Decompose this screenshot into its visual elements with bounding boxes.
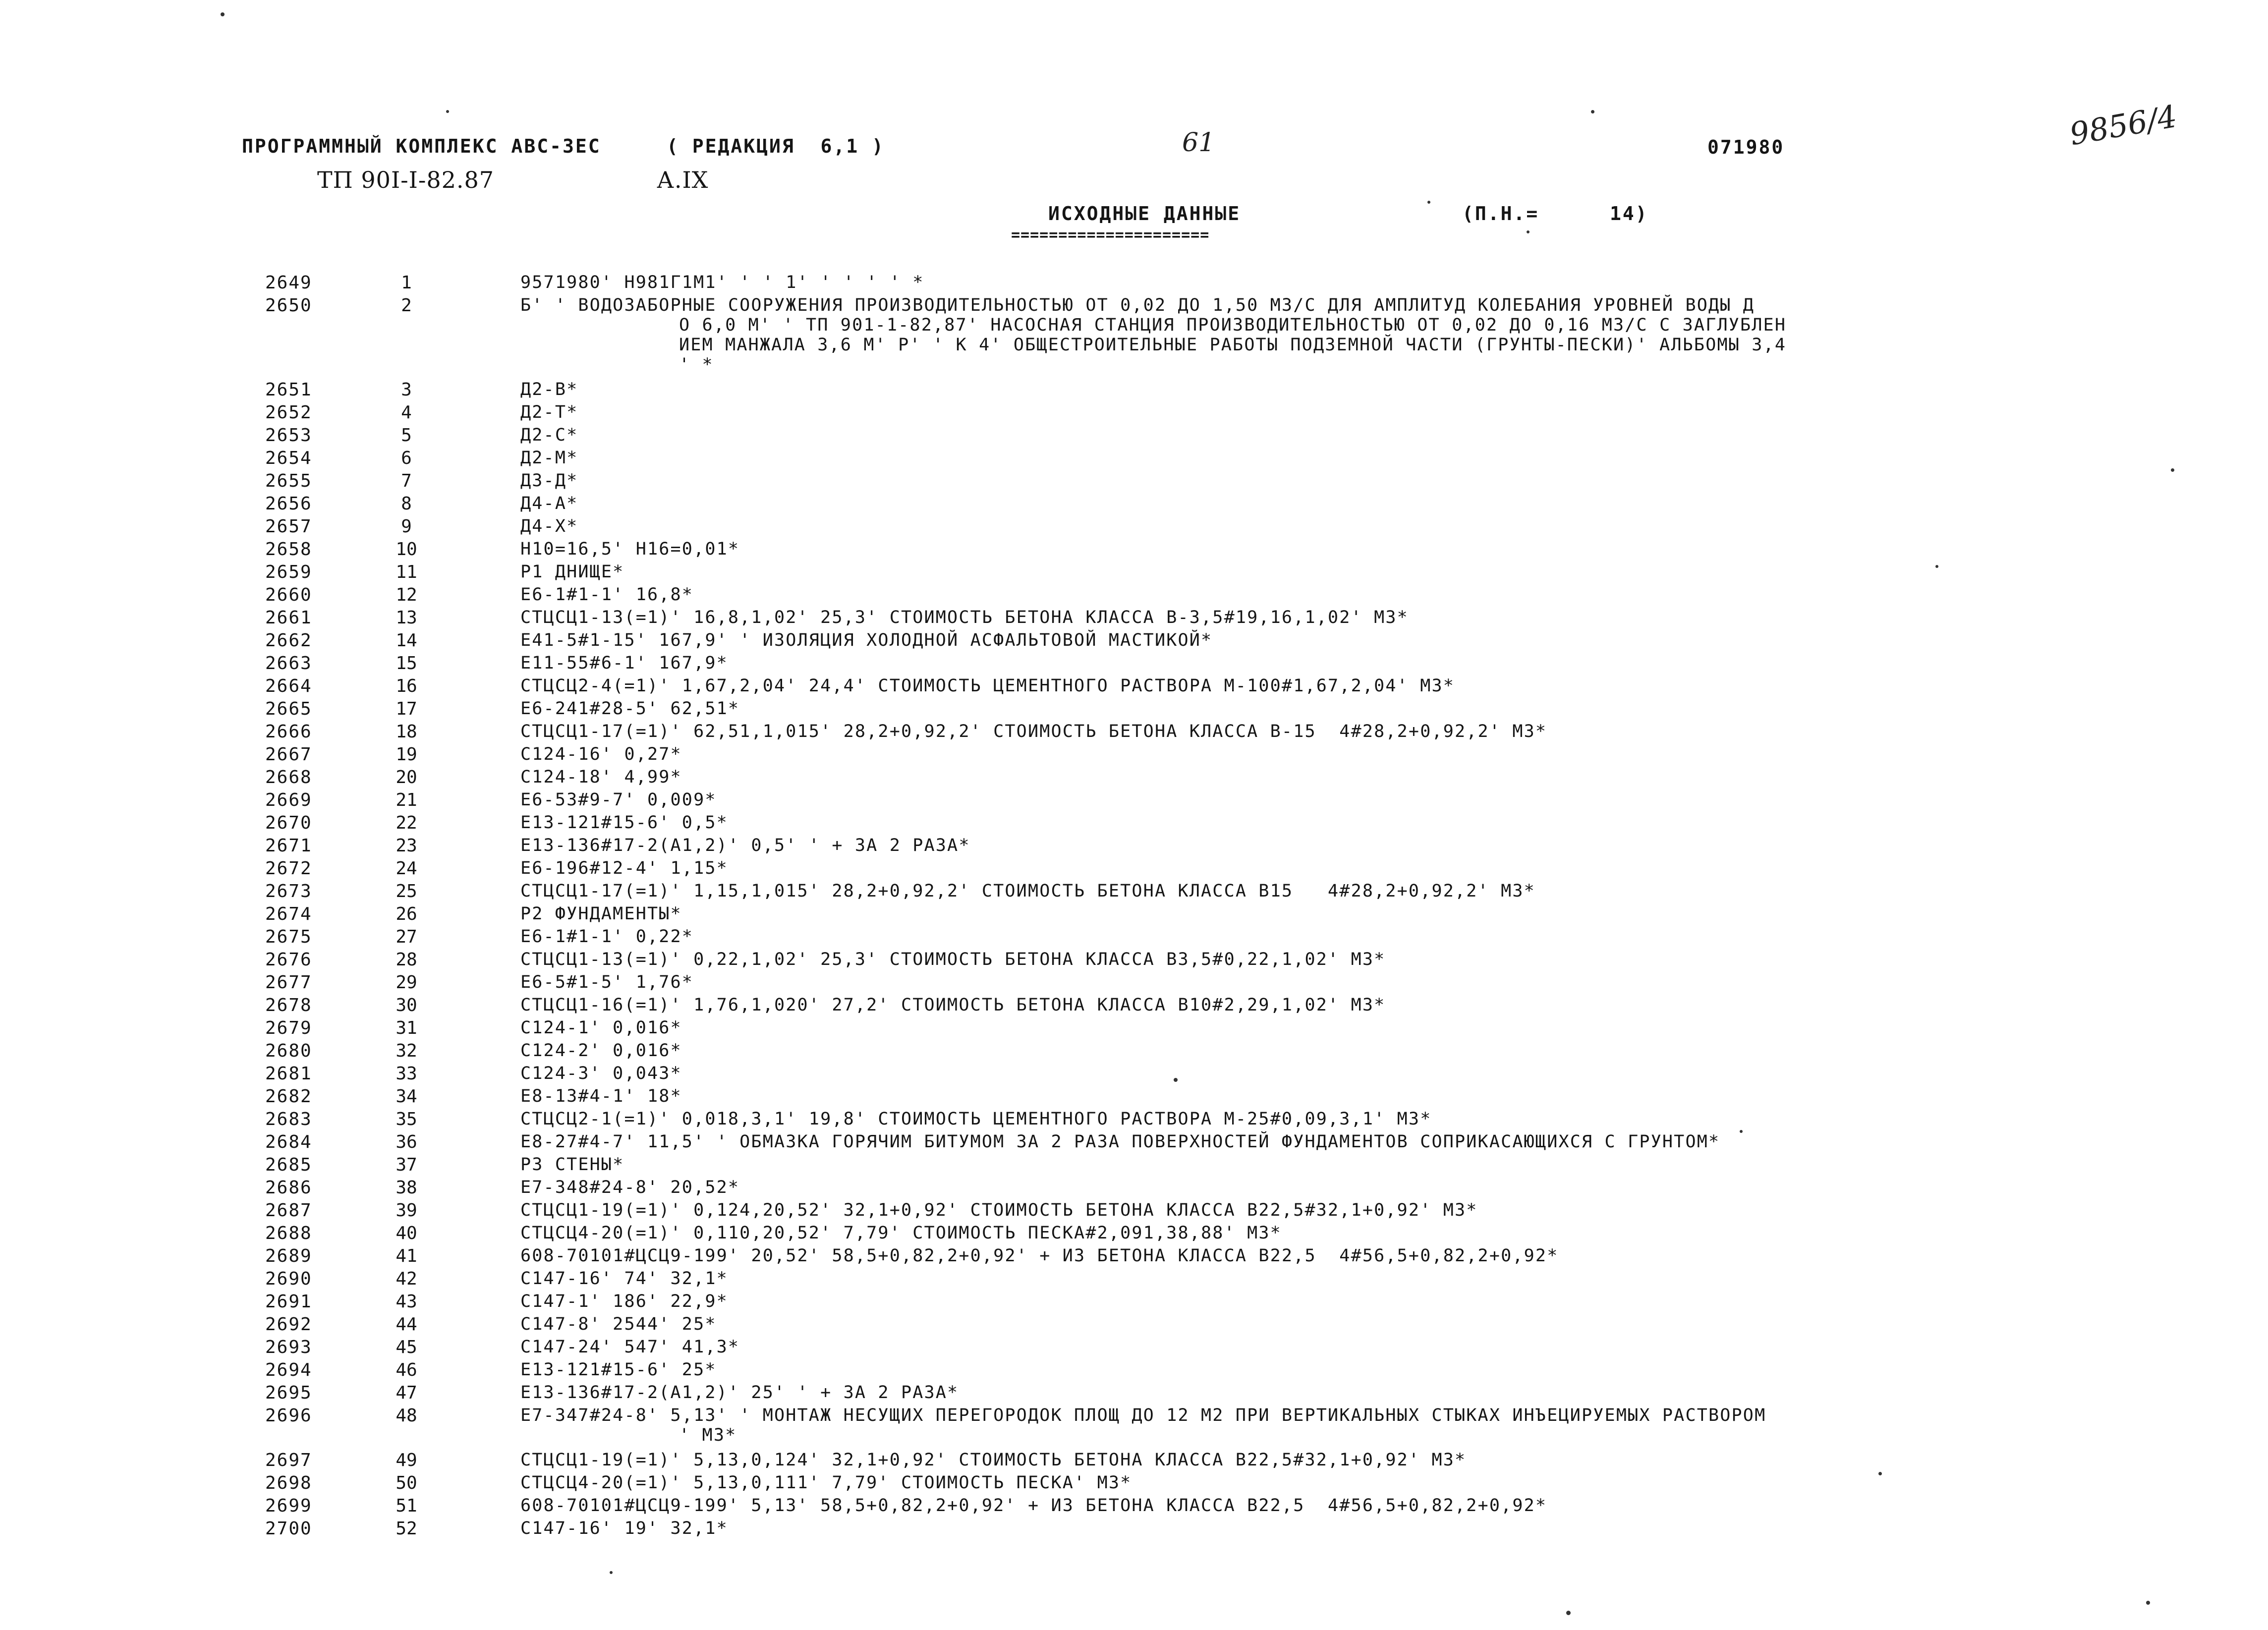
row-text <box>520 993 2268 1015</box>
record-number: 2651 <box>265 380 312 400</box>
data-row <box>0 514 2268 537</box>
data-row <box>0 788 2268 811</box>
data-row <box>0 856 2268 879</box>
row-text <box>520 902 2268 924</box>
row-text <box>520 1471 2268 1493</box>
record-number: 2665 <box>265 699 312 719</box>
record-number: 2660 <box>265 585 312 605</box>
record-number: 2661 <box>265 608 312 628</box>
sheet-label: (П.Н.= <box>1462 203 1539 225</box>
row-text-line: СТЦСЦ1-13(=1)' 0,22,1,02' 25,3' СТОИМОСТЬ БЕТОНА КЛАССА В3,5#0,22,1,02' М3* <box>520 950 1386 969</box>
scan-speck <box>1527 230 1530 233</box>
row-text-line: СТЦСЦ4-20(=1)' 5,13,0,111' 7,79' СТОИМОСТЬ ПЕСКА' М3* <box>520 1473 1132 1493</box>
line-number: 34 <box>396 1086 417 1107</box>
row-text-line: Д4-Х* <box>520 516 578 536</box>
data-row <box>0 271 2268 293</box>
record-number: 2700 <box>265 1518 312 1539</box>
record-number: 2694 <box>265 1360 312 1380</box>
record-number: 2650 <box>265 295 312 316</box>
data-row <box>0 492 2268 514</box>
line-number: 36 <box>396 1132 417 1152</box>
data-row <box>0 1176 2268 1198</box>
row-text <box>520 651 2268 673</box>
data-row <box>0 651 2268 674</box>
record-number: 2698 <box>265 1473 312 1493</box>
record-number: 2658 <box>265 539 312 560</box>
row-text <box>520 293 2268 378</box>
row-text-continuation: ' * <box>679 355 714 375</box>
record-number: 2656 <box>265 494 312 514</box>
line-number: 41 <box>396 1246 417 1266</box>
row-text-line: Д2-С* <box>520 425 578 445</box>
record-number: 2684 <box>265 1132 312 1152</box>
row-text-line: Д2-М* <box>520 448 578 468</box>
record-number: 2669 <box>265 790 312 810</box>
line-number: 15 <box>396 653 417 674</box>
row-text-line: Б' ' ВОДОЗАБОРНЫЕ СООРУЖЕНИЯ ПРОИЗВОДИТЕЛЬНОСТЬЮ ОТ 0,02 ДО 1,50 М3/С ДЛЯ АМПЛИТУД КОЛЕБАНИЯ УРОВНЕЙ ВОДЫ Д <box>520 295 1755 315</box>
data-row <box>0 765 2268 788</box>
row-text <box>520 514 2268 536</box>
record-number: 2671 <box>265 836 312 856</box>
data-row <box>0 1335 2268 1358</box>
row-text <box>520 1084 2268 1106</box>
scan-speck <box>221 12 225 16</box>
line-number: 4 <box>401 402 412 423</box>
row-text-line: Е13-136#17-2(А1,2)' 25' ' + ЗА 2 РАЗА* <box>520 1383 959 1403</box>
record-number: 2649 <box>265 273 312 293</box>
line-number: 45 <box>396 1337 417 1357</box>
record-number: 2667 <box>265 744 312 765</box>
line-number: 5 <box>401 425 412 446</box>
row-text-line: С147-1' 186' 22,9* <box>520 1292 728 1311</box>
row-text <box>520 788 2268 810</box>
row-text <box>520 1062 2268 1083</box>
row-text-line: С147-24' 547' 41,3* <box>520 1337 740 1357</box>
record-number: 2686 <box>265 1178 312 1198</box>
line-number: 3 <box>401 380 412 400</box>
data-row <box>0 1084 2268 1107</box>
data-row <box>0 925 2268 948</box>
row-text <box>520 856 2268 878</box>
row-text-line: Е13-121#15-6' 25* <box>520 1360 717 1380</box>
row-text <box>520 1176 2268 1197</box>
row-text-continuation: ' М3* <box>679 1425 737 1445</box>
line-number: 8 <box>401 494 412 514</box>
data-row <box>0 1381 2268 1404</box>
line-number: 43 <box>396 1292 417 1312</box>
row-text <box>520 1130 2268 1152</box>
scan-speck <box>1566 1611 1571 1615</box>
scan-speck <box>1427 201 1430 204</box>
row-text <box>520 560 2268 582</box>
line-number: 31 <box>396 1018 417 1038</box>
row-text-line: СТЦСЦ1-19(=1)' 5,13,0,124' 32,1+0,92' СТОИМОСТЬ БЕТОНА КЛАССА В22,5#32,1+0,92' М3* <box>520 1450 1467 1470</box>
line-number: 19 <box>396 744 417 765</box>
data-row <box>0 1312 2268 1335</box>
record-number: 2657 <box>265 516 312 537</box>
row-text-line: СТЦСЦ4-20(=1)' 0,110,20,52' 7,79' СТОИМОСТЬ ПЕСКА#2,091,38,88' М3* <box>520 1223 1282 1243</box>
record-number: 2655 <box>265 471 312 491</box>
row-text-line: 9571980' Н981Г1М1' ' ' 1' ' ' ' ' * <box>520 273 924 292</box>
data-row <box>0 720 2268 742</box>
row-text-line: Р1 ДНИЩЕ* <box>520 562 624 582</box>
line-number: 6 <box>401 448 412 468</box>
line-number: 23 <box>396 836 417 856</box>
data-row <box>0 1130 2268 1153</box>
data-row <box>0 606 2268 628</box>
row-text <box>520 1358 2268 1380</box>
record-number: 2697 <box>265 1450 312 1470</box>
record-number: 2663 <box>265 653 312 674</box>
row-text-line: Д3-Д* <box>520 471 578 491</box>
row-text <box>520 537 2268 559</box>
record-number: 2691 <box>265 1292 312 1312</box>
row-text <box>520 742 2268 764</box>
row-text <box>520 1153 2268 1175</box>
row-text <box>520 720 2268 741</box>
row-text-line: СТЦСЦ1-13(=1)' 16,8,1,02' 25,3' СТОИМОСТЬ БЕТОНА КЛАССА В-3,5#19,16,1,02' М3* <box>520 608 1409 627</box>
data-row <box>0 1358 2268 1381</box>
row-text-line: С147-16' 19' 32,1* <box>520 1518 728 1538</box>
record-number: 2666 <box>265 722 312 742</box>
scan-speck <box>1174 1078 1178 1082</box>
data-row <box>0 1244 2268 1267</box>
line-number: 29 <box>396 972 417 993</box>
line-number: 14 <box>396 630 417 651</box>
record-number: 2675 <box>265 927 312 947</box>
record-number: 2662 <box>265 630 312 651</box>
line-number: 51 <box>396 1496 417 1516</box>
line-number: 11 <box>396 562 417 582</box>
project-number: ТП 90I-I-82.87 <box>317 167 495 193</box>
data-row <box>0 811 2268 834</box>
row-text <box>520 446 2268 468</box>
record-number: 2680 <box>265 1041 312 1061</box>
line-number: 42 <box>396 1269 417 1289</box>
row-text-line: Е6-196#12-4' 1,15* <box>520 858 728 878</box>
sheet-number: 14) <box>1610 203 1648 225</box>
row-text-line: С124-16' 0,27* <box>520 744 682 764</box>
row-text-line: Е41-5#1-15' 167,9' ' ИЗОЛЯЦИЯ ХОЛОДНОЙ АСФАЛЬТОВОЙ МАСТИКОЙ* <box>520 630 1213 650</box>
row-text-line: СТЦСЦ2-1(=1)' 0,018,3,1' 19,8' СТОИМОСТЬ ЦЕМЕНТНОГО РАСТВОРА М-25#0,09,3,1' М3* <box>520 1109 1432 1129</box>
row-text-line: Е6-241#28-5' 62,51* <box>520 699 740 719</box>
line-number: 39 <box>396 1200 417 1221</box>
line-number: 24 <box>396 858 417 879</box>
row-text <box>520 811 2268 833</box>
row-text <box>520 1517 2268 1538</box>
row-text-line: Е8-13#4-1' 18* <box>520 1086 682 1106</box>
data-row <box>0 697 2268 720</box>
row-text-line: С147-8' 2544' 25* <box>520 1314 717 1334</box>
row-text <box>520 469 2268 491</box>
data-row <box>0 1267 2268 1290</box>
data-row <box>0 1221 2268 1244</box>
data-row <box>0 1198 2268 1221</box>
record-number: 2653 <box>265 425 312 446</box>
data-row <box>0 446 2268 469</box>
record-number: 2674 <box>265 904 312 924</box>
line-number: 2 <box>401 295 412 316</box>
row-text-line: Д2-В* <box>520 380 578 399</box>
data-row <box>0 1404 2268 1448</box>
row-text <box>520 1267 2268 1289</box>
data-row <box>0 583 2268 606</box>
record-number: 2676 <box>265 950 312 970</box>
row-text-line: Е11-55#6-1' 167,9* <box>520 653 728 673</box>
row-text <box>520 1448 2268 1470</box>
data-row <box>0 537 2268 560</box>
data-row <box>0 560 2268 583</box>
row-text <box>520 834 2268 855</box>
line-number: 32 <box>396 1041 417 1061</box>
data-row <box>0 1016 2268 1039</box>
record-number: 2679 <box>265 1018 312 1038</box>
line-number: 25 <box>396 881 417 901</box>
album-number: А.IX <box>657 167 709 193</box>
data-row <box>0 879 2268 902</box>
record-number: 2652 <box>265 402 312 423</box>
row-text-line: 608-70101#ЦСЦ9-199' 20,52' 58,5+0,82,2+0,92' + ИЗ БЕТОНА КЛАССА В22,5 4#56,5+0,82,2+0,92* <box>520 1246 1559 1266</box>
line-number: 50 <box>396 1473 417 1493</box>
row-text <box>520 1312 2268 1334</box>
record-number: 2677 <box>265 972 312 993</box>
scan-speck <box>610 1571 613 1574</box>
scan-speck <box>446 110 449 113</box>
line-number: 7 <box>401 471 412 491</box>
row-text-line: С124-18' 4,99* <box>520 767 682 787</box>
row-text <box>520 583 2268 605</box>
line-number: 48 <box>396 1405 417 1426</box>
record-number: 2670 <box>265 813 312 833</box>
record-number: 2692 <box>265 1314 312 1335</box>
record-number: 2659 <box>265 562 312 582</box>
row-text <box>520 1039 2268 1061</box>
section-title: ИСХОДНЫЕ ДАННЫЕ <box>1048 203 1241 225</box>
line-number: 44 <box>396 1314 417 1335</box>
row-text-line: Е13-136#17-2(А1,2)' 0,5' ' + ЗА 2 РАЗА* <box>520 836 970 855</box>
row-text-line: С147-16' 74' 32,1* <box>520 1269 728 1289</box>
line-number: 10 <box>396 539 417 560</box>
data-row <box>0 423 2268 446</box>
record-number: 2678 <box>265 995 312 1015</box>
record-number: 2695 <box>265 1383 312 1403</box>
row-text-line: СТЦСЦ1-19(=1)' 0,124,20,52' 32,1+0,92' СТОИМОСТЬ БЕТОНА КЛАССА В22,5#32,1+0,92' М3* <box>520 1200 1478 1220</box>
data-row <box>0 400 2268 423</box>
row-text-continuation: ИЕМ МАНЖАЛА 3,6 М' Р' ' К 4' ОБЩЕСТРОИТЕЛЬНЫЕ РАБОТЫ ПОДЗЕМНОЙ ЧАСТИ (ГРУНТЫ-ПЕСКИ)' АЛЬБОМЫ 3,4 <box>679 335 1787 355</box>
line-number: 49 <box>396 1450 417 1470</box>
row-text-line: СТЦСЦ2-4(=1)' 1,67,2,04' 24,4' СТОИМОСТЬ ЦЕМЕНТНОГО РАСТВОРА М-100#1,67,2,04' М3* <box>520 676 1455 696</box>
data-row <box>0 378 2268 400</box>
program-name: ПРОГРАММНЫЙ КОМПЛЕКС АВС-3ЕС <box>242 135 601 157</box>
data-row <box>0 834 2268 856</box>
line-number: 52 <box>396 1518 417 1539</box>
data-row <box>0 469 2268 492</box>
data-row <box>0 902 2268 925</box>
row-text-line: Е7-348#24-8' 20,52* <box>520 1178 740 1197</box>
row-text <box>520 1335 2268 1357</box>
record-number: 2685 <box>265 1155 312 1175</box>
data-row <box>0 1039 2268 1062</box>
data-row <box>0 674 2268 697</box>
row-text <box>520 400 2268 422</box>
line-number: 27 <box>396 927 417 947</box>
row-text <box>520 1198 2268 1220</box>
row-text-line: Е6-5#1-5' 1,76* <box>520 972 694 992</box>
section-title-underline: ===================== <box>1011 226 1210 244</box>
row-text <box>520 628 2268 650</box>
line-number: 28 <box>396 950 417 970</box>
row-text-line: С124-2' 0,016* <box>520 1041 682 1061</box>
row-text <box>520 378 2268 399</box>
row-text <box>520 1221 2268 1243</box>
row-text-line: Е6-1#1-1' 16,8* <box>520 585 694 605</box>
row-text-line: С124-1' 0,016* <box>520 1018 682 1038</box>
line-number: 20 <box>396 767 417 787</box>
data-row <box>0 1290 2268 1312</box>
line-number: 22 <box>396 813 417 833</box>
record-number: 2672 <box>265 858 312 879</box>
data-row <box>0 1062 2268 1084</box>
scan-speck <box>2146 1601 2150 1605</box>
line-number: 33 <box>396 1064 417 1084</box>
row-text <box>520 1107 2268 1129</box>
record-number: 2689 <box>265 1246 312 1266</box>
data-listing <box>0 271 2268 1539</box>
record-number: 2681 <box>265 1064 312 1084</box>
row-text-continuation: О 6,0 М' ' ТП 901-1-82,87' НАСОСНАЯ СТАНЦИЯ ПРОИЗВОДИТЕЛЬНОСТЬЮ ОТ 0,02 ДО 0,16 М3/С С ЗАГЛУБЛЕН <box>679 315 1787 335</box>
record-number: 2668 <box>265 767 312 787</box>
row-text-line: Е8-27#4-7' 11,5' ' ОБМАЗКА ГОРЯЧИМ БИТУМОМ ЗА 2 РАЗА ПОВЕРХНОСТЕЙ ФУНДАМЕНТОВ СОПРИКАСАЮЩИХСЯ С ГРУНТОМ* <box>520 1132 1720 1152</box>
row-text-line: Р3 СТЕНЫ* <box>520 1155 624 1175</box>
record-number: 2673 <box>265 881 312 901</box>
row-text <box>520 1290 2268 1311</box>
row-text-line: С124-3' 0,043* <box>520 1064 682 1083</box>
row-text <box>520 1244 2268 1266</box>
edition-label: ( РЕДАКЦИЯ 6,1 ) <box>667 135 885 157</box>
data-row <box>0 293 2268 378</box>
line-number: 18 <box>396 722 417 742</box>
row-text <box>520 1016 2268 1038</box>
row-text-line: Е6-1#1-1' 0,22* <box>520 927 694 947</box>
data-row <box>0 628 2268 651</box>
record-number: 2654 <box>265 448 312 468</box>
row-text-line: СТЦСЦ1-17(=1)' 62,51,1,015' 28,2+0,92,2' СТОИМОСТЬ БЕТОНА КЛАССА В-15 4#28,2+0,92,2' М3* <box>520 722 1547 741</box>
data-row <box>0 1494 2268 1517</box>
data-row <box>0 948 2268 970</box>
row-text-line: Д2-Т* <box>520 402 578 422</box>
row-text-line: Р2 ФУНДАМЕНТЫ* <box>520 904 682 924</box>
line-number: 12 <box>396 585 417 605</box>
line-number: 35 <box>396 1109 417 1129</box>
scan-speck <box>1878 1472 1882 1475</box>
scan-speck <box>1591 110 1594 113</box>
row-text <box>520 697 2268 719</box>
record-number: 2688 <box>265 1223 312 1243</box>
row-text <box>520 970 2268 992</box>
line-number: 16 <box>396 676 417 696</box>
line-number: 9 <box>401 516 412 537</box>
line-number: 26 <box>396 904 417 924</box>
data-row <box>0 993 2268 1016</box>
line-number: 46 <box>396 1360 417 1380</box>
row-text <box>520 879 2268 901</box>
row-text <box>520 674 2268 696</box>
row-text <box>520 423 2268 445</box>
row-text <box>520 492 2268 513</box>
data-row <box>0 970 2268 993</box>
row-text <box>520 606 2268 627</box>
record-number: 2682 <box>265 1086 312 1107</box>
record-number: 2696 <box>265 1405 312 1426</box>
row-text <box>520 948 2268 969</box>
line-number: 30 <box>396 995 417 1015</box>
row-text <box>520 765 2268 787</box>
line-number: 37 <box>396 1155 417 1175</box>
row-text <box>520 1494 2268 1516</box>
record-number: 2690 <box>265 1269 312 1289</box>
row-text <box>520 271 2268 292</box>
data-row <box>0 1471 2268 1494</box>
line-number: 1 <box>401 273 412 293</box>
row-text-line: Д4-А* <box>520 494 578 513</box>
row-text-line: Н10=16,5' Н16=0,01* <box>520 539 740 559</box>
page-number: 61 <box>1182 128 1215 158</box>
data-row <box>0 1448 2268 1471</box>
line-number: 17 <box>396 699 417 719</box>
record-number: 2699 <box>265 1496 312 1516</box>
row-text <box>520 925 2268 947</box>
line-number: 47 <box>396 1383 417 1403</box>
row-text <box>520 1381 2268 1403</box>
row-text-line: СТЦСЦ1-17(=1)' 1,15,1,015' 28,2+0,92,2' СТОИМОСТЬ БЕТОНА КЛАССА В15 4#28,2+0,92,2' М3* <box>520 881 1535 901</box>
row-text-line: 608-70101#ЦСЦ9-199' 5,13' 58,5+0,82,2+0,92' + ИЗ БЕТОНА КЛАССА В22,5 4#56,5+0,82,2+0,92* <box>520 1496 1547 1516</box>
record-number: 2693 <box>265 1337 312 1357</box>
data-row <box>0 1153 2268 1176</box>
record-number: 2687 <box>265 1200 312 1221</box>
data-row <box>0 1517 2268 1539</box>
report-code: 071980 <box>1707 136 1785 158</box>
scan-speck <box>1935 565 1938 568</box>
line-number: 40 <box>396 1223 417 1243</box>
handwritten-reference: 9856/4 <box>2067 98 2180 153</box>
scan-speck <box>1740 1130 1743 1133</box>
scan-speck <box>2171 468 2174 472</box>
record-number: 2664 <box>265 676 312 696</box>
row-text-line: СТЦСЦ1-16(=1)' 1,76,1,020' 27,2' СТОИМОСТЬ БЕТОНА КЛАССА В10#2,29,1,02' М3* <box>520 995 1386 1015</box>
row-text <box>520 1404 2268 1448</box>
data-row <box>0 742 2268 765</box>
line-number: 13 <box>396 608 417 628</box>
line-number: 38 <box>396 1178 417 1198</box>
record-number: 2683 <box>265 1109 312 1129</box>
row-text-line: Е13-121#15-6' 0,5* <box>520 813 728 833</box>
row-text-line: Е7-347#24-8' 5,13' ' МОНТАЖ НЕСУЩИХ ПЕРЕГОРОДОК ПЛОЩ ДО 12 М2 ПРИ ВЕРТИКАЛЬНЫХ СТЫКАХ ИНЪЕЦИРУЕМЫХ РАСТВОРОМ <box>520 1405 1766 1425</box>
row-text-line: Е6-53#9-7' 0,009* <box>520 790 717 810</box>
data-row <box>0 1107 2268 1130</box>
line-number: 21 <box>396 790 417 810</box>
